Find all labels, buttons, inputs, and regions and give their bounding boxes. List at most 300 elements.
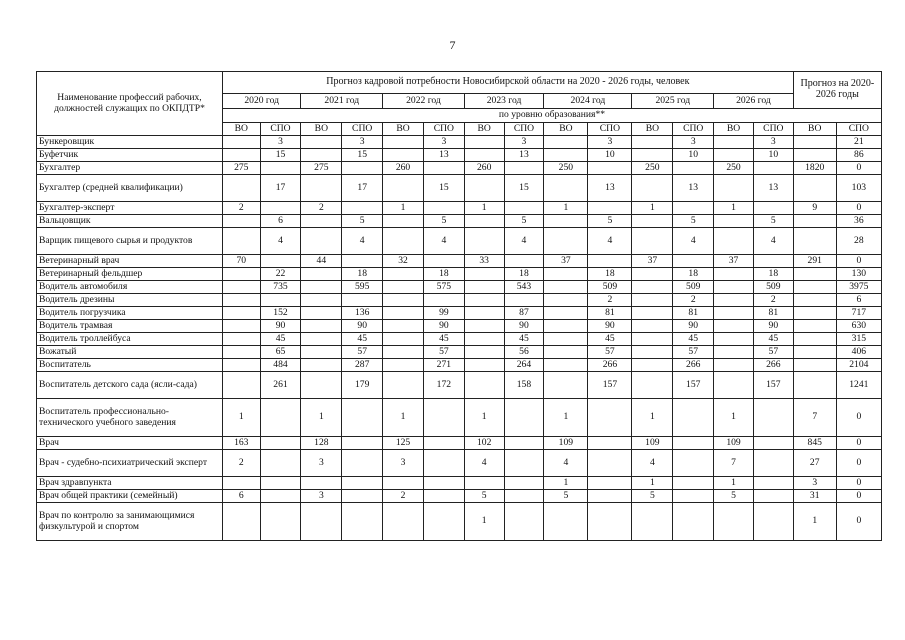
value-cell [383,136,424,149]
value-cell: 158 [504,372,544,399]
value-cell [383,320,424,333]
value-cell: 2 [753,294,793,307]
table-row [37,162,882,175]
value-cell [673,255,714,268]
table-row [37,372,882,399]
value-cell [714,359,754,372]
table-row [37,255,882,268]
value-cell [793,281,836,294]
value-cell [383,372,424,399]
value-cell [464,320,504,333]
value-cell [714,228,754,255]
value-cell [423,162,464,175]
value-cell [588,399,632,437]
year-header: 2023 год [464,94,544,109]
value-cell [793,294,836,307]
value-cell [714,503,754,541]
value-cell [673,477,714,490]
value-cell: 90 [504,320,544,333]
value-cell [383,346,424,359]
value-cell: 3 [423,136,464,149]
value-cell [342,202,383,215]
profession-name: Водитель автомобиля [37,281,223,294]
value-cell [301,372,342,399]
value-cell: 5 [423,215,464,228]
value-cell [673,503,714,541]
profession-name: Ветеринарный врач [37,255,223,268]
value-cell: 90 [753,320,793,333]
value-cell [260,503,301,541]
value-cell [544,372,588,399]
year-header: 2021 год [301,94,383,109]
value-cell [714,281,754,294]
value-cell: 315 [836,333,881,346]
value-cell: 86 [836,149,881,162]
value-cell: 152 [260,307,301,320]
value-cell: 65 [260,346,301,359]
value-cell: 266 [753,359,793,372]
value-cell [714,175,754,202]
value-cell: 44 [301,255,342,268]
value-cell: 5 [504,215,544,228]
profession-name: Воспитатель профессионально-технического учебного заведения [37,399,223,437]
value-cell [588,162,632,175]
value-cell: 1 [544,399,588,437]
value-cell [793,136,836,149]
value-cell [383,333,424,346]
value-cell [464,346,504,359]
value-cell [342,503,383,541]
value-cell [504,437,544,450]
value-cell [632,228,673,255]
value-cell: 17 [260,175,301,202]
spo-header: СПО [673,123,714,136]
value-cell [342,490,383,503]
value-cell [673,437,714,450]
value-cell [464,175,504,202]
value-cell: 5 [464,490,504,503]
value-cell: 250 [544,162,588,175]
value-cell [222,372,260,399]
value-cell: 9 [793,202,836,215]
value-cell: 103 [836,175,881,202]
value-cell [753,399,793,437]
value-cell [222,175,260,202]
value-cell [714,333,754,346]
value-cell [793,215,836,228]
profession-name: Воспитатель [37,359,223,372]
profession-name: Бухгалтер-эксперт [37,202,223,215]
value-cell: 99 [423,307,464,320]
value-cell [753,202,793,215]
value-cell [753,162,793,175]
page-number: 7 [449,38,456,52]
value-cell [544,333,588,346]
value-cell: 3 [793,477,836,490]
value-cell [301,294,342,307]
value-cell [588,202,632,215]
value-cell [301,477,342,490]
value-cell [301,320,342,333]
value-cell: 57 [342,346,383,359]
value-cell: 18 [673,268,714,281]
value-cell [714,136,754,149]
vo-header: ВО [222,123,260,136]
value-cell: 57 [423,346,464,359]
value-cell: 2 [673,294,714,307]
value-cell [753,490,793,503]
value-cell [504,450,544,477]
value-cell [588,503,632,541]
value-cell: 0 [836,202,881,215]
value-cell [544,215,588,228]
value-cell [588,255,632,268]
table-row [37,437,882,450]
value-cell [423,503,464,541]
value-cell: 128 [301,437,342,450]
value-cell [301,346,342,359]
value-cell [464,149,504,162]
value-cell [504,202,544,215]
value-cell: 45 [504,333,544,346]
year-header: 2022 год [383,94,465,109]
profession-name: Водитель погрузчика [37,307,223,320]
year-header: 2026 год [714,94,794,109]
table-row [37,268,882,281]
value-cell: 45 [423,333,464,346]
value-cell [301,359,342,372]
value-cell [793,228,836,255]
value-cell [544,294,588,307]
value-cell [632,346,673,359]
value-cell [588,490,632,503]
value-cell: 264 [504,359,544,372]
value-cell: 5 [673,215,714,228]
value-cell: 70 [222,255,260,268]
value-cell [753,477,793,490]
value-cell: 1 [464,399,504,437]
value-cell [260,255,301,268]
value-cell: 5 [588,215,632,228]
value-cell: 287 [342,359,383,372]
value-cell [793,333,836,346]
value-cell [301,333,342,346]
profession-name: Варщик пищевого сырья и продуктов [37,228,223,255]
value-cell [714,372,754,399]
value-cell: 37 [544,255,588,268]
profession-name: Врач по контролю за занимающимися физкультурой и спортом [37,503,223,541]
value-cell: 3 [342,136,383,149]
value-cell: 575 [423,281,464,294]
table-body [37,136,882,541]
value-cell [464,228,504,255]
value-cell: 1 [544,202,588,215]
value-cell [504,294,544,307]
value-cell: 0 [836,477,881,490]
value-cell [383,149,424,162]
value-cell: 5 [342,215,383,228]
value-cell: 109 [544,437,588,450]
value-cell [222,215,260,228]
value-cell: 81 [673,307,714,320]
profession-name: Врач здравпункта [37,477,223,490]
value-cell [793,307,836,320]
forecast-table [36,71,882,541]
value-cell: 260 [383,162,424,175]
value-cell [673,450,714,477]
value-cell: 45 [753,333,793,346]
value-cell: 0 [836,437,881,450]
value-cell: 130 [836,268,881,281]
value-cell [632,333,673,346]
value-cell [342,399,383,437]
value-cell: 33 [464,255,504,268]
value-cell [632,281,673,294]
value-cell: 56 [504,346,544,359]
vo-header: ВО [544,123,588,136]
forecast-title-header: Прогноз кадровой потребности Новосибирской области на 2020 - 2026 годы, человек [222,72,793,94]
table-row [37,477,882,490]
value-cell: 102 [464,437,504,450]
value-cell: 179 [342,372,383,399]
value-cell: 4 [673,228,714,255]
value-cell [588,450,632,477]
value-cell [632,372,673,399]
value-cell [423,294,464,307]
value-cell: 15 [260,149,301,162]
value-cell [301,307,342,320]
table-row [37,294,882,307]
value-cell: 275 [222,162,260,175]
value-cell: 18 [423,268,464,281]
table-row [37,333,882,346]
value-cell [464,477,504,490]
value-cell: 3 [588,136,632,149]
profession-name: Вальцовщик [37,215,223,228]
value-cell: 3 [383,450,424,477]
value-cell: 1 [632,477,673,490]
value-cell: 1 [544,477,588,490]
value-cell [673,162,714,175]
profession-name: Вожатый [37,346,223,359]
value-cell [260,477,301,490]
value-cell [260,437,301,450]
value-cell: 1 [793,503,836,541]
value-cell: 3975 [836,281,881,294]
value-cell [464,268,504,281]
value-cell [342,437,383,450]
value-cell [222,228,260,255]
value-cell [544,346,588,359]
table-row [37,149,882,162]
value-cell: 4 [504,228,544,255]
value-cell: 2 [301,202,342,215]
value-cell: 406 [836,346,881,359]
value-cell [793,346,836,359]
value-cell: 45 [260,333,301,346]
value-cell [301,149,342,162]
value-cell [793,372,836,399]
value-cell [753,450,793,477]
spo-header: СПО [504,123,544,136]
value-cell: 275 [301,162,342,175]
value-cell [222,477,260,490]
value-cell: 157 [753,372,793,399]
value-cell: 37 [714,255,754,268]
value-cell: 172 [423,372,464,399]
spo-header: СПО [753,123,793,136]
value-cell: 4 [588,228,632,255]
value-cell: 4 [632,450,673,477]
value-cell [222,359,260,372]
value-cell [260,162,301,175]
value-cell: 7 [714,450,754,477]
table-row [37,215,882,228]
spo-header: СПО [836,123,881,136]
value-cell: 509 [673,281,714,294]
value-cell: 13 [423,149,464,162]
value-cell: 90 [588,320,632,333]
value-cell [673,490,714,503]
value-cell [260,399,301,437]
value-cell [504,503,544,541]
value-cell: 630 [836,320,881,333]
value-cell: 6 [836,294,881,307]
value-cell: 4 [464,450,504,477]
value-cell: 1820 [793,162,836,175]
value-cell [504,399,544,437]
value-cell: 57 [673,346,714,359]
vo-header: ВО [714,123,754,136]
value-cell: 13 [753,175,793,202]
value-cell: 543 [504,281,544,294]
value-cell [544,359,588,372]
value-cell [504,255,544,268]
value-cell [632,268,673,281]
value-cell [222,281,260,294]
value-cell: 157 [673,372,714,399]
spo-header: СПО [588,123,632,136]
table-row [37,450,882,477]
value-cell: 0 [836,399,881,437]
vo-header: ВО [383,123,424,136]
value-cell: 57 [588,346,632,359]
value-cell: 6 [260,215,301,228]
value-cell: 18 [504,268,544,281]
value-cell [544,136,588,149]
value-cell: 36 [836,215,881,228]
profession-name: Буфетчик [37,149,223,162]
value-cell [714,149,754,162]
value-cell [504,477,544,490]
value-cell: 1 [383,399,424,437]
value-cell: 1 [632,202,673,215]
value-cell [714,320,754,333]
value-cell: 90 [342,320,383,333]
value-cell [504,490,544,503]
value-cell [464,372,504,399]
value-cell: 13 [673,175,714,202]
table-header [37,72,882,136]
value-cell: 163 [222,437,260,450]
vo-header: ВО [632,123,673,136]
value-cell [222,294,260,307]
value-cell: 4 [342,228,383,255]
table-row [37,228,882,255]
value-cell: 109 [632,437,673,450]
value-cell: 37 [632,255,673,268]
value-cell [222,320,260,333]
table-row [37,281,882,294]
value-cell [301,136,342,149]
value-cell [342,450,383,477]
value-cell [222,307,260,320]
value-cell [714,268,754,281]
value-cell [544,320,588,333]
value-cell: 32 [383,255,424,268]
value-cell: 31 [793,490,836,503]
value-cell: 509 [753,281,793,294]
value-cell [673,202,714,215]
profession-name: Ветеринарный фельдшер [37,268,223,281]
value-cell [753,437,793,450]
value-cell: 81 [588,307,632,320]
value-cell: 0 [836,162,881,175]
value-cell: 1 [222,399,260,437]
value-cell: 1 [714,399,754,437]
value-cell: 57 [753,346,793,359]
value-cell: 15 [423,175,464,202]
value-cell [632,307,673,320]
value-cell [383,175,424,202]
value-cell [464,359,504,372]
value-cell: 90 [423,320,464,333]
total-forecast-header: Прогноз на 2020-2026 годы [793,72,881,109]
value-cell [753,255,793,268]
value-cell: 90 [673,320,714,333]
value-cell [632,359,673,372]
profession-name: Бухгалтер [37,162,223,175]
value-cell: 3 [753,136,793,149]
value-cell [632,215,673,228]
table-row [37,399,882,437]
value-cell: 484 [260,359,301,372]
profession-name-header: Наименование профессий рабочих, должностей служащих по ОКПДТР* [37,72,223,136]
table-row [37,503,882,541]
value-cell: 271 [423,359,464,372]
value-cell [464,333,504,346]
value-cell: 2 [383,490,424,503]
value-cell: 291 [793,255,836,268]
value-cell [632,149,673,162]
value-cell: 136 [342,307,383,320]
value-cell: 5 [753,215,793,228]
spo-header: СПО [260,123,301,136]
value-cell: 1241 [836,372,881,399]
table-row [37,136,882,149]
value-cell: 4 [260,228,301,255]
value-cell [793,320,836,333]
value-cell [260,490,301,503]
profession-name: Водитель дрезины [37,294,223,307]
value-cell [632,136,673,149]
value-cell [714,294,754,307]
value-cell [301,215,342,228]
value-cell [793,268,836,281]
table-row [37,346,882,359]
value-cell: 5 [632,490,673,503]
value-cell: 45 [673,333,714,346]
